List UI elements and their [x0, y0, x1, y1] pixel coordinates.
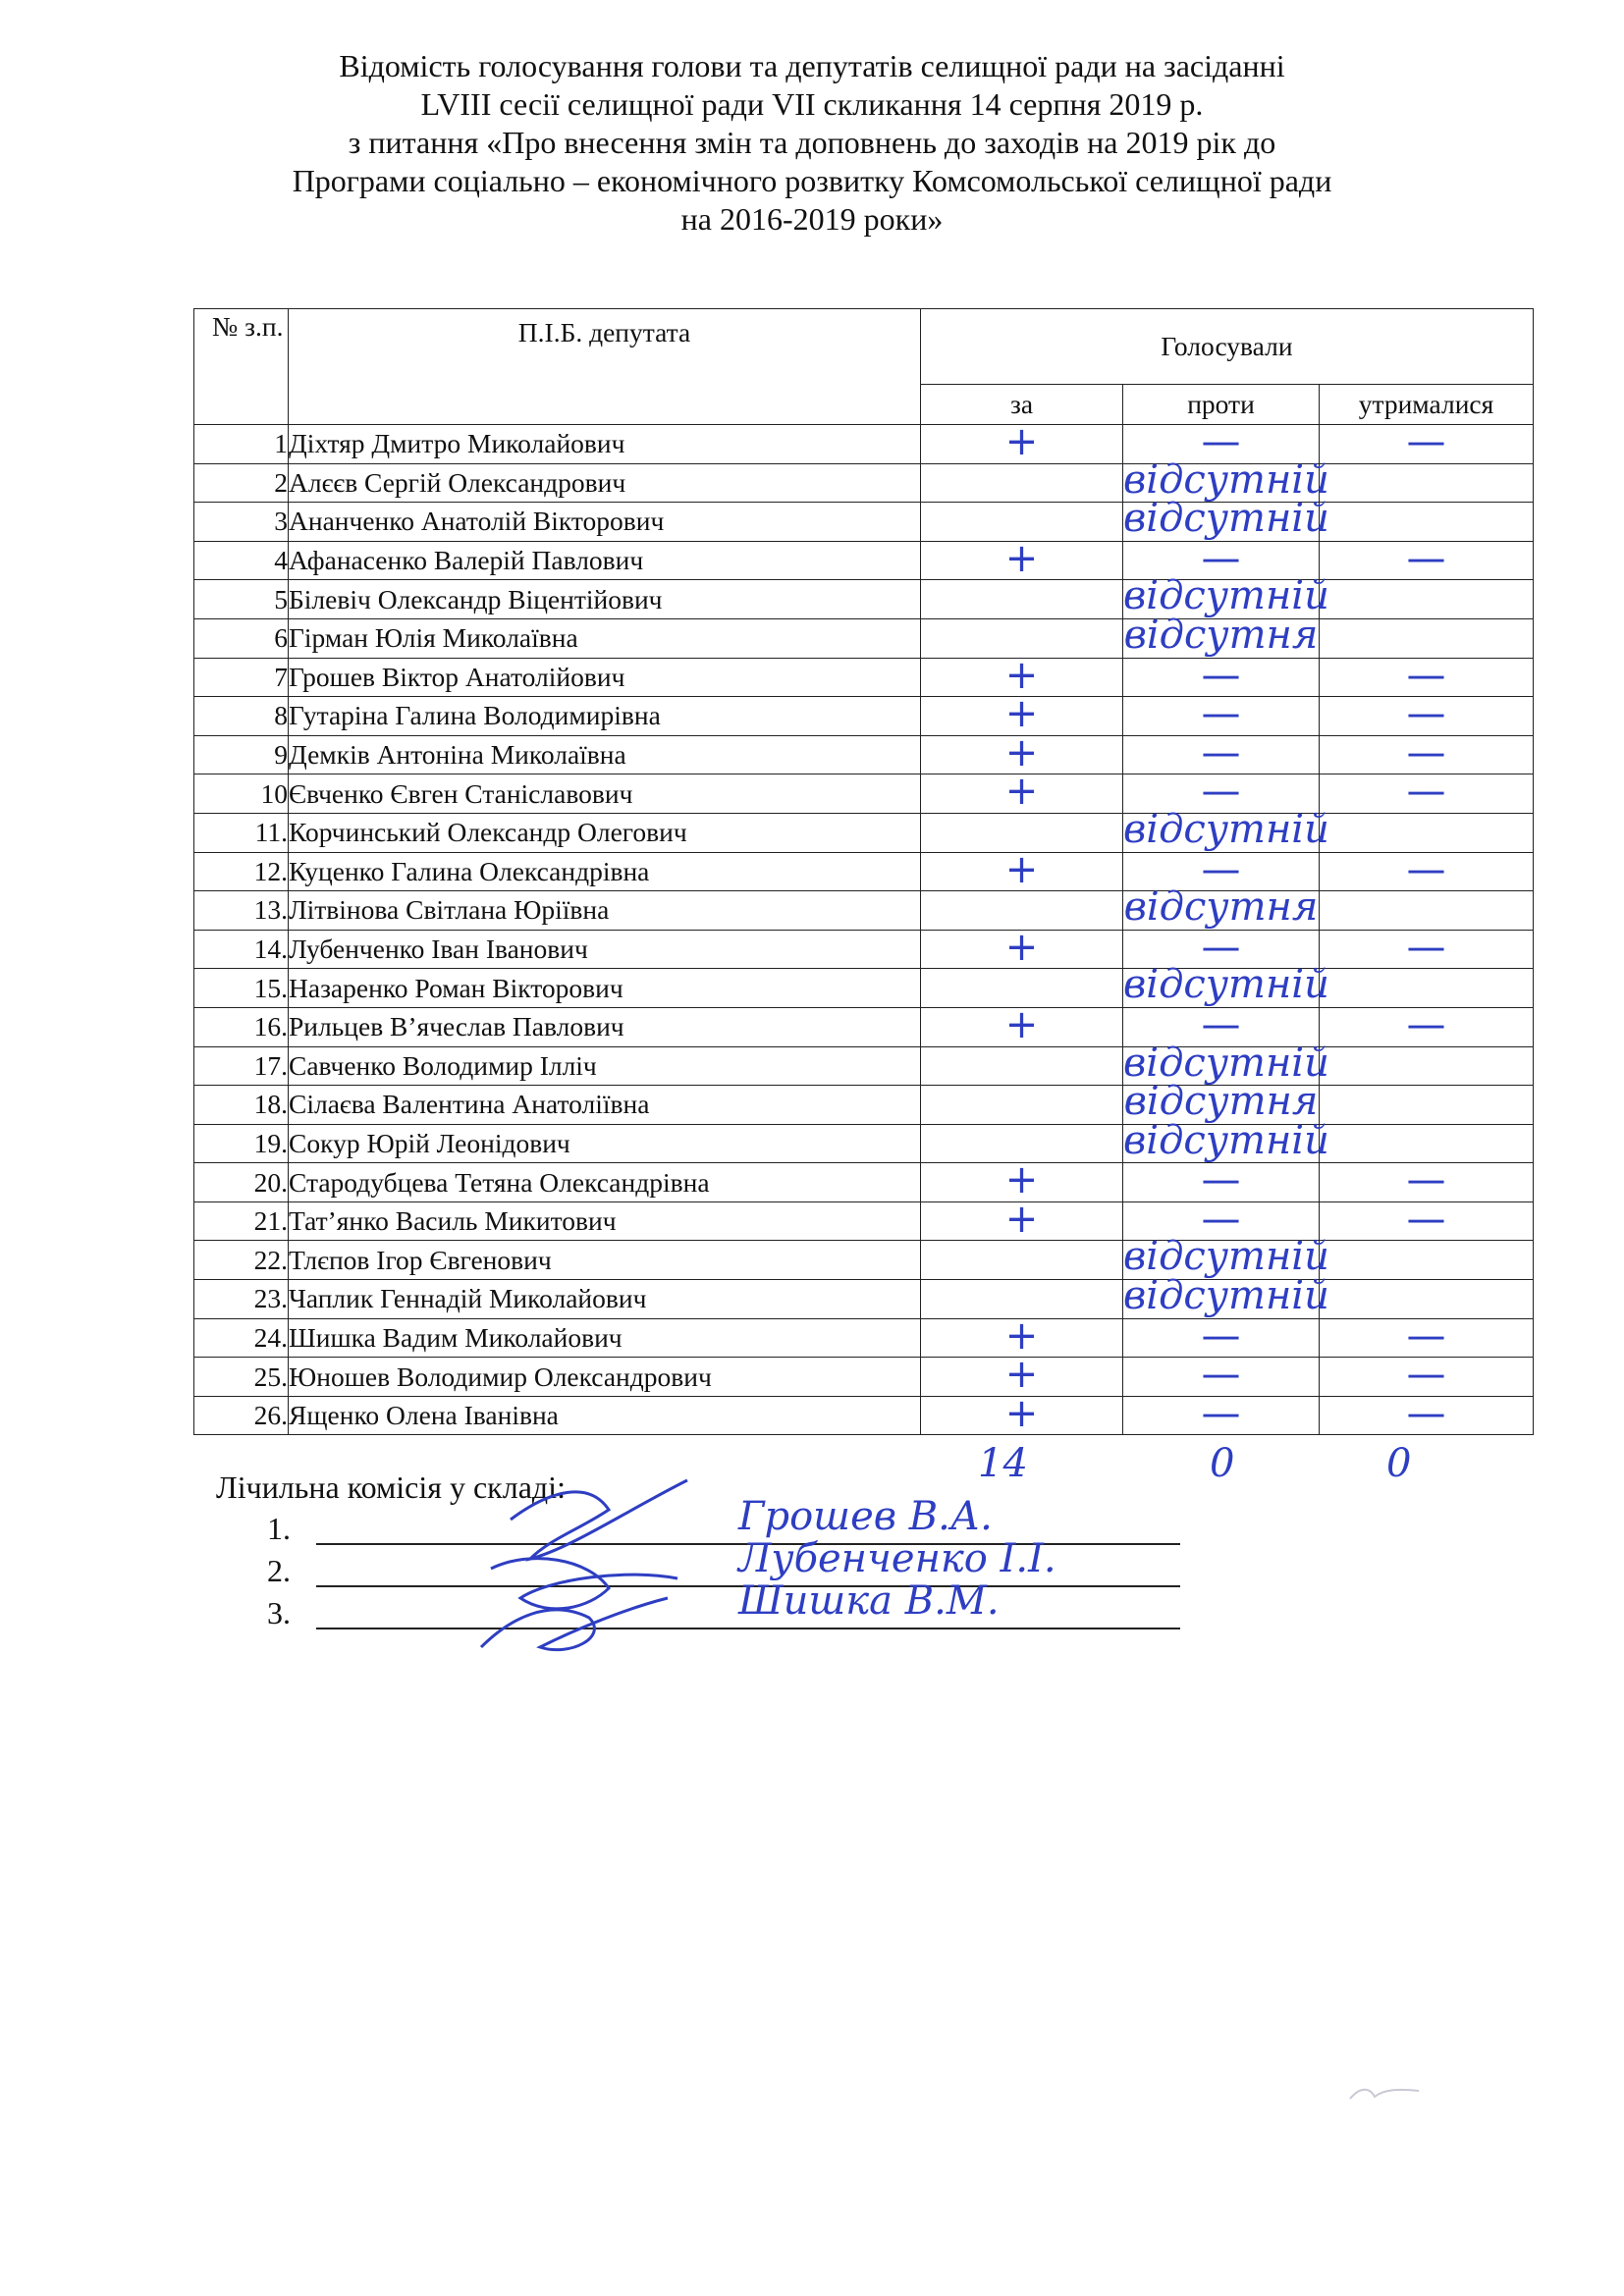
vote-mark-abstained: —: [1406, 846, 1446, 892]
absent-note: відсутня: [1123, 612, 1319, 658]
signature-mark: [491, 1559, 677, 1609]
header-number: № з.п.: [194, 309, 289, 425]
table-row: [194, 852, 1534, 891]
row-number: 8: [194, 697, 289, 736]
row-number: 15.: [194, 969, 289, 1008]
vote-mark-against: —: [1201, 1352, 1241, 1398]
deputy-name: Грошев Віктор Анатолійович: [289, 658, 921, 697]
vote-cell-against: [1123, 1390, 1320, 1436]
absent-note: відсутній: [1123, 573, 1329, 619]
vote-mark-abstained: —: [1406, 924, 1446, 970]
vote-cell-for: [921, 463, 1123, 503]
table-row: [194, 1007, 1534, 1046]
deputy-name: Рильцев В’ячеслав Павлович: [289, 1007, 921, 1046]
row-number: 17.: [194, 1046, 289, 1086]
vote-mark-abstained: —: [1406, 691, 1446, 737]
total-against: 0: [1210, 1441, 1235, 1486]
title-line: Відомість голосування голови та депутатів селищної ради на засіданні: [339, 48, 1285, 83]
vote-mark-for: +: [1004, 1196, 1039, 1242]
deputy-name: Ананченко Анатолій Вікторович: [289, 503, 921, 542]
header-abstained: утрималися: [1320, 385, 1534, 425]
row-number: 10: [194, 774, 289, 814]
table-row: [194, 618, 1534, 658]
vote-mark-against: —: [1201, 419, 1241, 464]
title-line: Програми соціально – економічного розвитку Комсомольської селищної ради: [292, 163, 1332, 198]
table-row: [194, 503, 1534, 542]
row-number: 20.: [194, 1163, 289, 1202]
table-row: [194, 463, 1534, 503]
deputy-name: Сілаєва Валентина Анатоліївна: [289, 1086, 921, 1125]
signature-number: 2.: [267, 1553, 291, 1588]
row-number: 25.: [194, 1358, 289, 1397]
total-for: 14: [978, 1441, 1028, 1486]
vote-mark-abstained: —: [1406, 769, 1446, 815]
deputy-name: Тат’янко Василь Микитович: [289, 1201, 921, 1241]
row-number: 24.: [194, 1318, 289, 1358]
total-abstained: 0: [1386, 1441, 1412, 1486]
deputy-name: Сокур Юрій Леонідович: [289, 1124, 921, 1163]
absent-note: відсутній: [1123, 962, 1329, 1008]
vote-mark-against: —: [1201, 691, 1241, 737]
row-number: 4: [194, 541, 289, 580]
table-row: [194, 1358, 1534, 1397]
row-number: 9: [194, 735, 289, 774]
vote-cell-for: [921, 924, 1123, 970]
vote-mark-abstained: —: [1406, 419, 1446, 464]
signature-mark: [511, 1480, 687, 1559]
row-number: 23.: [194, 1280, 289, 1319]
vote-mark-abstained: —: [1406, 1001, 1446, 1047]
vote-cell-for: [921, 1086, 1123, 1125]
table-row: [194, 580, 1534, 619]
table-row: [194, 969, 1534, 1008]
table-row: [194, 930, 1534, 969]
row-number: 1: [194, 425, 289, 464]
table-row: [194, 1280, 1534, 1319]
row-number: 14.: [194, 930, 289, 969]
table-row: [194, 1241, 1534, 1280]
absent-note: відсутня: [1123, 1079, 1319, 1125]
table-row: [194, 658, 1534, 697]
title-line: LVIII сесії селищної ради VII скликання 14 серпня 2019 р.: [420, 86, 1204, 122]
table-row: [194, 774, 1534, 814]
table-row: [194, 891, 1534, 931]
vote-cell-abstained: [1320, 846, 1534, 892]
vote-cell-abstained: [1320, 535, 1534, 581]
table-row: [194, 1396, 1534, 1435]
row-number: 2: [194, 463, 289, 503]
vote-mark-against: —: [1201, 535, 1241, 581]
handwritten-name: Грошев В.А.: [738, 1494, 993, 1539]
title-line: з питання «Про внесення змін та доповнень до заходів на 2019 рік до: [348, 125, 1276, 160]
vote-mark-abstained: —: [1406, 652, 1446, 698]
table-row: [194, 1318, 1534, 1358]
deputy-name: Чаплик Геннадій Миколайович: [289, 1280, 921, 1319]
table-row: [194, 425, 1534, 464]
vote-mark-abstained: —: [1406, 1312, 1446, 1359]
vote-mark-for: +: [1004, 419, 1039, 464]
deputy-name: Діхтяр Дмитро Миколайович: [289, 425, 921, 464]
vote-cell-abstained: [1320, 1390, 1534, 1436]
vote-mark-for: +: [1004, 1001, 1039, 1047]
vote-mark-abstained: —: [1406, 1390, 1446, 1436]
vote-cell-for: [921, 419, 1123, 464]
vote-cell-for: [921, 1046, 1123, 1086]
vote-mark-abstained: —: [1406, 535, 1446, 581]
deputy-name: Євченко Євген Станіславович: [289, 774, 921, 814]
deputy-name: Білевіч Олександр Віцентійович: [289, 580, 921, 619]
table-row: [194, 1086, 1534, 1125]
deputy-name: Літвінова Світлана Юріївна: [289, 891, 921, 931]
deputy-name: Стародубцева Тетяна Олександрівна: [289, 1163, 921, 1202]
vote-cell-abstained: [1320, 1086, 1534, 1125]
vote-mark-against: —: [1201, 1196, 1241, 1242]
deputy-name: Гірман Юлія Миколаївна: [289, 618, 921, 658]
row-number: 11.: [194, 813, 289, 852]
header-against: проти: [1123, 385, 1320, 425]
deputy-name: Шишка Вадим Миколайович: [289, 1318, 921, 1358]
vote-mark-for: +: [1004, 769, 1039, 815]
table-row: [194, 697, 1534, 736]
deputy-name: Тлєпов Ігор Євгенович: [289, 1241, 921, 1280]
header-for: за: [921, 385, 1123, 425]
vote-cell-for: [921, 1196, 1123, 1242]
row-number: 13.: [194, 891, 289, 931]
row-number: 6: [194, 618, 289, 658]
table-row: [194, 1201, 1534, 1241]
deputy-name: Лубенченко Іван Іванович: [289, 930, 921, 969]
title-line: на 2016-2019 роки»: [680, 201, 944, 237]
deputy-name: Куценко Галина Олександрівна: [289, 852, 921, 891]
commission-label: Лічильна комісія у складі:: [216, 1469, 566, 1505]
vote-mark-abstained: —: [1406, 1352, 1446, 1398]
signature-number: 3.: [267, 1595, 291, 1630]
vote-mark-against: —: [1201, 924, 1241, 970]
absent-note: відсутній: [1123, 456, 1329, 503]
vote-mark-abstained: —: [1406, 1196, 1446, 1242]
vote-mark-for: +: [1004, 1390, 1039, 1436]
row-number: 3: [194, 503, 289, 542]
row-number: 18.: [194, 1086, 289, 1125]
vote-cell-abstained: [1320, 1196, 1534, 1242]
vote-cell-abstained: [1320, 1046, 1534, 1086]
row-number: 22.: [194, 1241, 289, 1280]
vote-cell-for: [921, 1390, 1123, 1436]
row-number: 19.: [194, 1124, 289, 1163]
deputy-name: Назаренко Роман Вікторович: [289, 969, 921, 1008]
absent-note: відсутня: [1123, 884, 1319, 931]
vote-cell-abstained: [1320, 463, 1534, 503]
vote-mark-against: —: [1201, 1157, 1241, 1203]
table-row: [194, 735, 1534, 774]
vote-mark-for: +: [1004, 652, 1039, 698]
vote-cell-for: [921, 846, 1123, 892]
table-row: [194, 1163, 1534, 1202]
deputy-name: Гутаріна Галина Володимирівна: [289, 697, 921, 736]
vote-mark-for: +: [1004, 846, 1039, 892]
vote-mark-against: —: [1201, 846, 1241, 892]
vote-cell-for: [921, 535, 1123, 581]
vote-mark-for: +: [1004, 729, 1039, 775]
handwritten-name: Шишка В.М.: [738, 1578, 1000, 1624]
absent-note: відсутній: [1123, 1273, 1329, 1319]
absent-note: відсутній: [1123, 1234, 1329, 1280]
absent-note: відсутній: [1123, 1040, 1329, 1086]
row-number: 26.: [194, 1396, 289, 1435]
vote-cell-for: [921, 769, 1123, 815]
table-row: [194, 1124, 1534, 1163]
vote-mark-for: +: [1004, 1352, 1039, 1398]
vote-mark-against: —: [1201, 1312, 1241, 1359]
margin-scribble: [1345, 2079, 1424, 2109]
row-number: 21.: [194, 1201, 289, 1241]
absent-note: відсутній: [1123, 1117, 1329, 1163]
vote-mark-for: +: [1004, 691, 1039, 737]
vote-cell-abstained: [1320, 1241, 1534, 1280]
row-number: 7: [194, 658, 289, 697]
vote-cell-abstained: [1320, 769, 1534, 815]
row-number: 16.: [194, 1007, 289, 1046]
vote-mark-against: —: [1201, 652, 1241, 698]
table-row: [194, 813, 1534, 852]
header-name: П.І.Б. депутата: [289, 309, 921, 425]
vote-cell-abstained: [1320, 924, 1534, 970]
vote-mark-against: —: [1201, 1390, 1241, 1436]
table-row: [194, 541, 1534, 580]
deputy-name: Савченко Володимир Ілліч: [289, 1046, 921, 1086]
row-number: 12.: [194, 852, 289, 891]
row-number: 5: [194, 580, 289, 619]
vote-cell-for: [921, 1001, 1123, 1047]
table-body: [194, 419, 1534, 1436]
vote-cell-abstained: [1320, 1001, 1534, 1047]
vote-mark-against: —: [1201, 1001, 1241, 1047]
vote-mark-abstained: —: [1406, 1157, 1446, 1203]
deputy-name: Афанасенко Валерій Павлович: [289, 541, 921, 580]
deputy-name: Ященко Олена Іванівна: [289, 1396, 921, 1435]
signature-scribbles: [0, 1451, 1624, 1667]
vote-mark-for: +: [1004, 1312, 1039, 1359]
absent-note: відсутній: [1123, 806, 1329, 852]
absent-note: відсутній: [1123, 496, 1329, 542]
deputy-name: Алєєв Сергій Олександрович: [289, 463, 921, 503]
vote-mark-for: +: [1004, 924, 1039, 970]
vote-mark-against: —: [1201, 729, 1241, 775]
vote-cell-abstained: [1320, 419, 1534, 464]
voting-table: [193, 308, 1534, 1435]
vote-mark-for: +: [1004, 1157, 1039, 1203]
handwritten-name: Лубенченко І.І.: [738, 1536, 1056, 1581]
header-voted: Голосували: [921, 309, 1534, 385]
vote-mark-against: —: [1201, 769, 1241, 815]
vote-cell-abstained: [1320, 580, 1534, 619]
vote-cell-for: [921, 580, 1123, 619]
table-row: [194, 1046, 1534, 1086]
document-title: [147, 47, 1477, 239]
signature-number: 1.: [267, 1511, 291, 1546]
deputy-name: Корчинський Олександр Олегович: [289, 813, 921, 852]
deputy-name: Демків Антоніна Миколаївна: [289, 735, 921, 774]
vote-cell-for: [921, 1241, 1123, 1280]
deputy-name: Юношев Володимир Олександрович: [289, 1358, 921, 1397]
vote-mark-for: +: [1004, 535, 1039, 581]
vote-mark-abstained: —: [1406, 729, 1446, 775]
